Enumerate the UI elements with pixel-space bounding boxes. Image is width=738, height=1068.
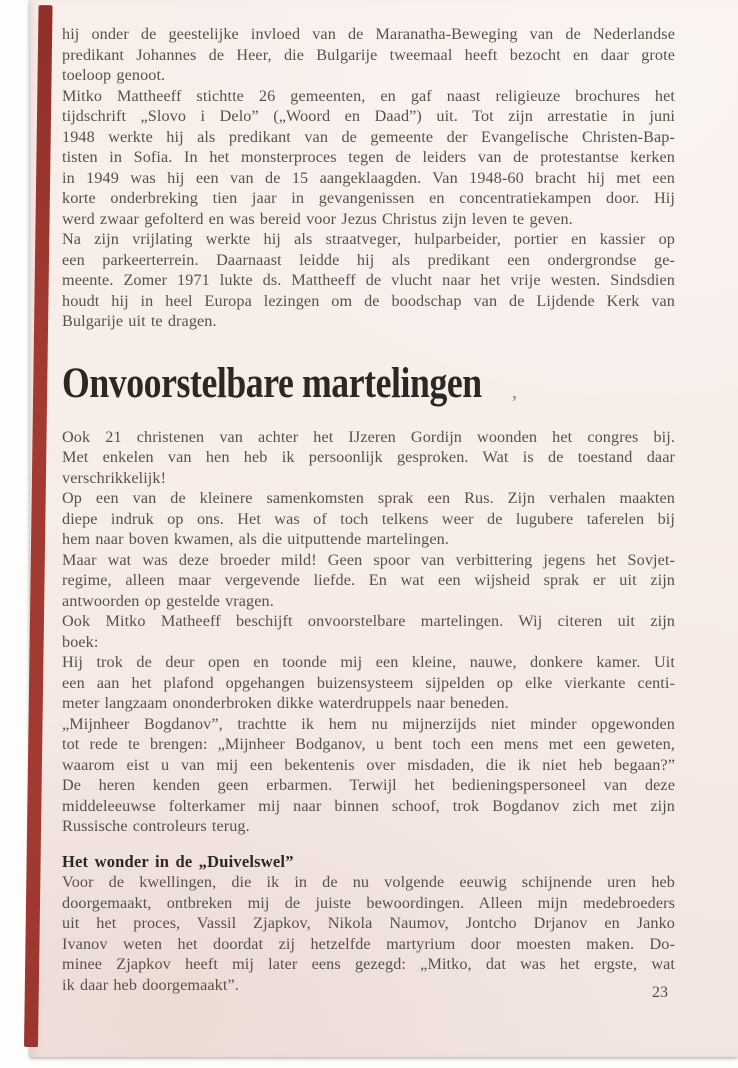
text-line: uit het proces, Vassil Zjapkov, Nikola Naumov, Jontcho Drjanov en Janko: [62, 914, 675, 932]
text-line: Na zijn vrijlating werkte hij als straatveger, hulparbeider, portier en kassier op: [62, 230, 675, 248]
text-line: in 1949 was hij een van de 15 aangeklaagden. Van 1948-60 bracht hij met een: [62, 168, 675, 187]
text-line: Maar wat was deze broeder mild! Geen spoor van verbittering jegens het Sovjet-: [62, 550, 675, 569]
paragraph: [62, 24, 675, 86]
text-line: Russische controleurs terug.: [62, 817, 250, 835]
text-line: 1948 werkte hij als predikant van de gemeente der Evangelische Christen-Bap-: [62, 127, 675, 146]
text-line: „Mijnheer Bogdanov”, trachtte ik hem nu mijnerzijds niet minder opgewonden: [62, 714, 675, 733]
section-heading: [62, 359, 675, 407]
sub-heading: Het wonder in de „Duivelswel”: [62, 851, 294, 871]
text-line: werd zwaar gefolterd en was bereid voor Jezus Christus zijn leven te geven.: [62, 209, 573, 228]
text-line: minee Zjapkov heeft mij later eens gezegd: „Mitko, dat was het ergste, wat: [62, 955, 675, 973]
text-line: waarom eist u van mij een bekentenis over misdaden, die ik niet heb begaan?”: [62, 755, 675, 774]
paragraph: [62, 611, 675, 652]
text-line: boek:: [62, 632, 99, 651]
text-line: Hij trok de deur open en toonde mij een kleine, nauwe, donkere kamer. Uit: [62, 653, 675, 671]
text-line: Op een van de kleinere samenkomsten sprak een Rus. Zijn verhalen maakten: [62, 489, 675, 507]
paragraph: [62, 229, 675, 332]
text-line: diepe indruk op ons. Het was of toch telkens weer de lugubere taferelen bij: [62, 509, 675, 528]
text-line: meter langzaam ononderbroken dikke waterdruppels naar beneden.: [62, 694, 509, 712]
text-line: een aan het plafond opgehangen buizensysteem sijpelden op elke vierkante centi-: [62, 673, 675, 692]
stray-ink-mark: ,: [512, 380, 517, 403]
text-line: antwoorden op gestelde vragen.: [62, 591, 274, 610]
text-line: Ook 21 christenen van achter het IJzeren Gordijn woonden het congres bij.: [62, 427, 675, 446]
text-line: hij onder de geestelijke invloed van de Maranatha-Beweging van de Nederlandse: [62, 25, 675, 43]
paragraph: [62, 488, 675, 550]
text-line: een parkeerterrein. Daarnaast leidde hij als predikant een ondergrondse ge-: [62, 250, 675, 269]
text-line: hem naar boven kwamen, als die uitputtende martelingen.: [62, 530, 449, 548]
text-line: tisten in Sofia. In het monsterproces tegen de leiders van de protestantse kerken: [62, 148, 675, 166]
book-page: [30, 0, 738, 1057]
text-line: korte onderbreking tien jaar in gevangenissen en concentratiekampen door. Hij: [62, 189, 675, 207]
text-line: tot rede te brengen: „Mijnheer Bodganov, u bent toch een mens met een geweten,: [62, 735, 675, 753]
page-number: 23: [652, 984, 668, 1001]
text-line: regime, alleen maar vergevende liefde. En wat een wijsheid sprak er uit zijn: [62, 571, 675, 589]
text-line: Ivanov weten het doordat zij hetzelfde martyrium door moesten maken. Do-: [62, 934, 675, 953]
text-line: doorgemaakt, ontbreken mij de juiste bewoordingen. Alleen mijn medebroeders: [62, 893, 675, 912]
paragraph: [62, 714, 675, 837]
text-line: houdt hij in heel Europa lezingen om de boodschap van de Lijdende Kerk van: [62, 291, 675, 310]
paragraph: [62, 86, 675, 230]
section-heading-text: Onvoorstelbare martelingen: [62, 359, 482, 407]
text-line: Met enkelen van hen heb ik persoonlijk gesproken. Wat is de toestand daar: [62, 448, 675, 466]
text-line: Ook Mitko Matheeff beschijft onvoorstelbare martelingen. Wij citeren uit zijn: [62, 612, 675, 630]
text-line: tijdschrift „Slovo i Delo” („Woord en Daad”) uit. Tot zijn arrestatie in juni: [62, 107, 675, 125]
text-line: ik daar heb doorgemaakt”.: [62, 975, 239, 994]
paragraph: [62, 652, 675, 714]
paragraph: [62, 872, 675, 995]
text-line: Mitko Mattheeff stichtte 26 gemeenten, en gaf naast religieuze brochures het: [62, 86, 675, 105]
text-line: predikant Johannes de Heer, die Bulgarije tweemaal heeft bezocht en daar grote: [62, 45, 675, 64]
paragraph: [62, 427, 675, 489]
text-column: [62, 24, 675, 995]
text-line: toeloop genoot.: [62, 66, 166, 84]
text-line: Bulgarije uit te dragen.: [62, 312, 217, 330]
text-line: verschrikkelijk!: [62, 468, 167, 487]
paragraph: [62, 550, 675, 612]
text-line: De heren kenden geen erbarmen. Terwijl het bedieningspersoneel van deze: [62, 776, 675, 794]
text-line: meente. Zomer 1971 lukte ds. Mattheeff de vlucht naar het vrije westen. Sindsdien: [62, 271, 675, 289]
text-line: Voor de kwellingen, die ik in de nu volgende eeuwig schijnende uren heb: [62, 873, 675, 891]
text-line: middeleeuwse folterkamer mij naar binnen schoof, trok Bogdanov zich met zijn: [62, 796, 675, 815]
